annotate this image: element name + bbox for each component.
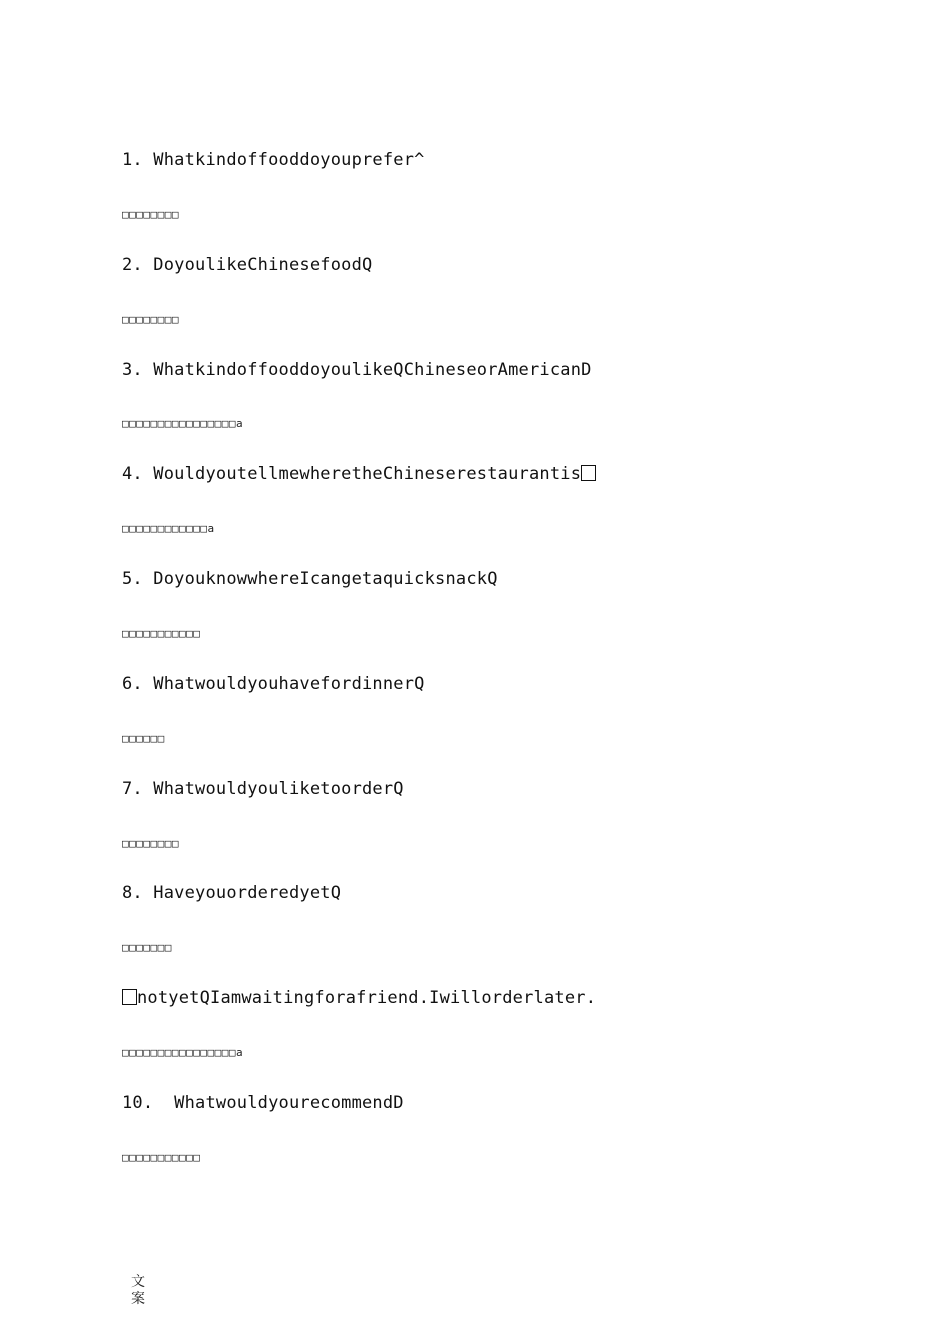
question-10: 10. WhatwouldyourecommendD xyxy=(122,1093,404,1113)
footer-char-2: 案 xyxy=(131,1291,145,1307)
question-1: 1. Whatkindoffooddoyouprefer^ xyxy=(122,150,425,170)
translation-10: □□□□□□□□□□□ xyxy=(122,1151,201,1164)
question-7: 7. WhatwouldyouliketoorderQ xyxy=(122,779,404,799)
question-4-text: 4. WouldyoutellmewheretheChineserestaurantis xyxy=(122,464,582,484)
question-5: 5. DoyouknowwhereIcangetaquicksnackQ xyxy=(122,569,498,589)
translation-4: □□□□□□□□□□□□a xyxy=(122,522,215,535)
translation-7: □□□□□□□□ xyxy=(122,837,179,850)
question-6: 6. WhatwouldyouhavefordinnerQ xyxy=(122,674,425,694)
question-9 xyxy=(122,988,596,1008)
translation-9: □□□□□□□□□□□□□□□□a xyxy=(122,1046,244,1059)
translation-6: □□□□□□ xyxy=(122,732,165,745)
question-2: 2. DoyoulikeChinesefoodQ xyxy=(122,255,373,275)
question-9-text: notyetQIamwaitingforafriend.Iwillorderlater. xyxy=(137,988,597,1008)
question-4 xyxy=(122,464,596,484)
translation-1: □□□□□□□□ xyxy=(122,208,179,221)
translation-3: □□□□□□□□□□□□□□□□a xyxy=(122,417,244,430)
missing-glyph-box-icon xyxy=(581,465,596,481)
translation-2: □□□□□□□□ xyxy=(122,313,179,326)
question-8: 8. HaveyouorderedyetQ xyxy=(122,883,342,903)
translation-5: □□□□□□□□□□□ xyxy=(122,627,201,640)
footer-char-1: 文 xyxy=(131,1274,145,1290)
question-3: 3. WhatkindoffooddoyoulikeQChineseorAmericanD xyxy=(122,360,592,380)
translation-8: □□□□□□□ xyxy=(122,941,172,954)
page-footer xyxy=(129,1274,147,1308)
missing-glyph-box-icon xyxy=(122,989,137,1005)
